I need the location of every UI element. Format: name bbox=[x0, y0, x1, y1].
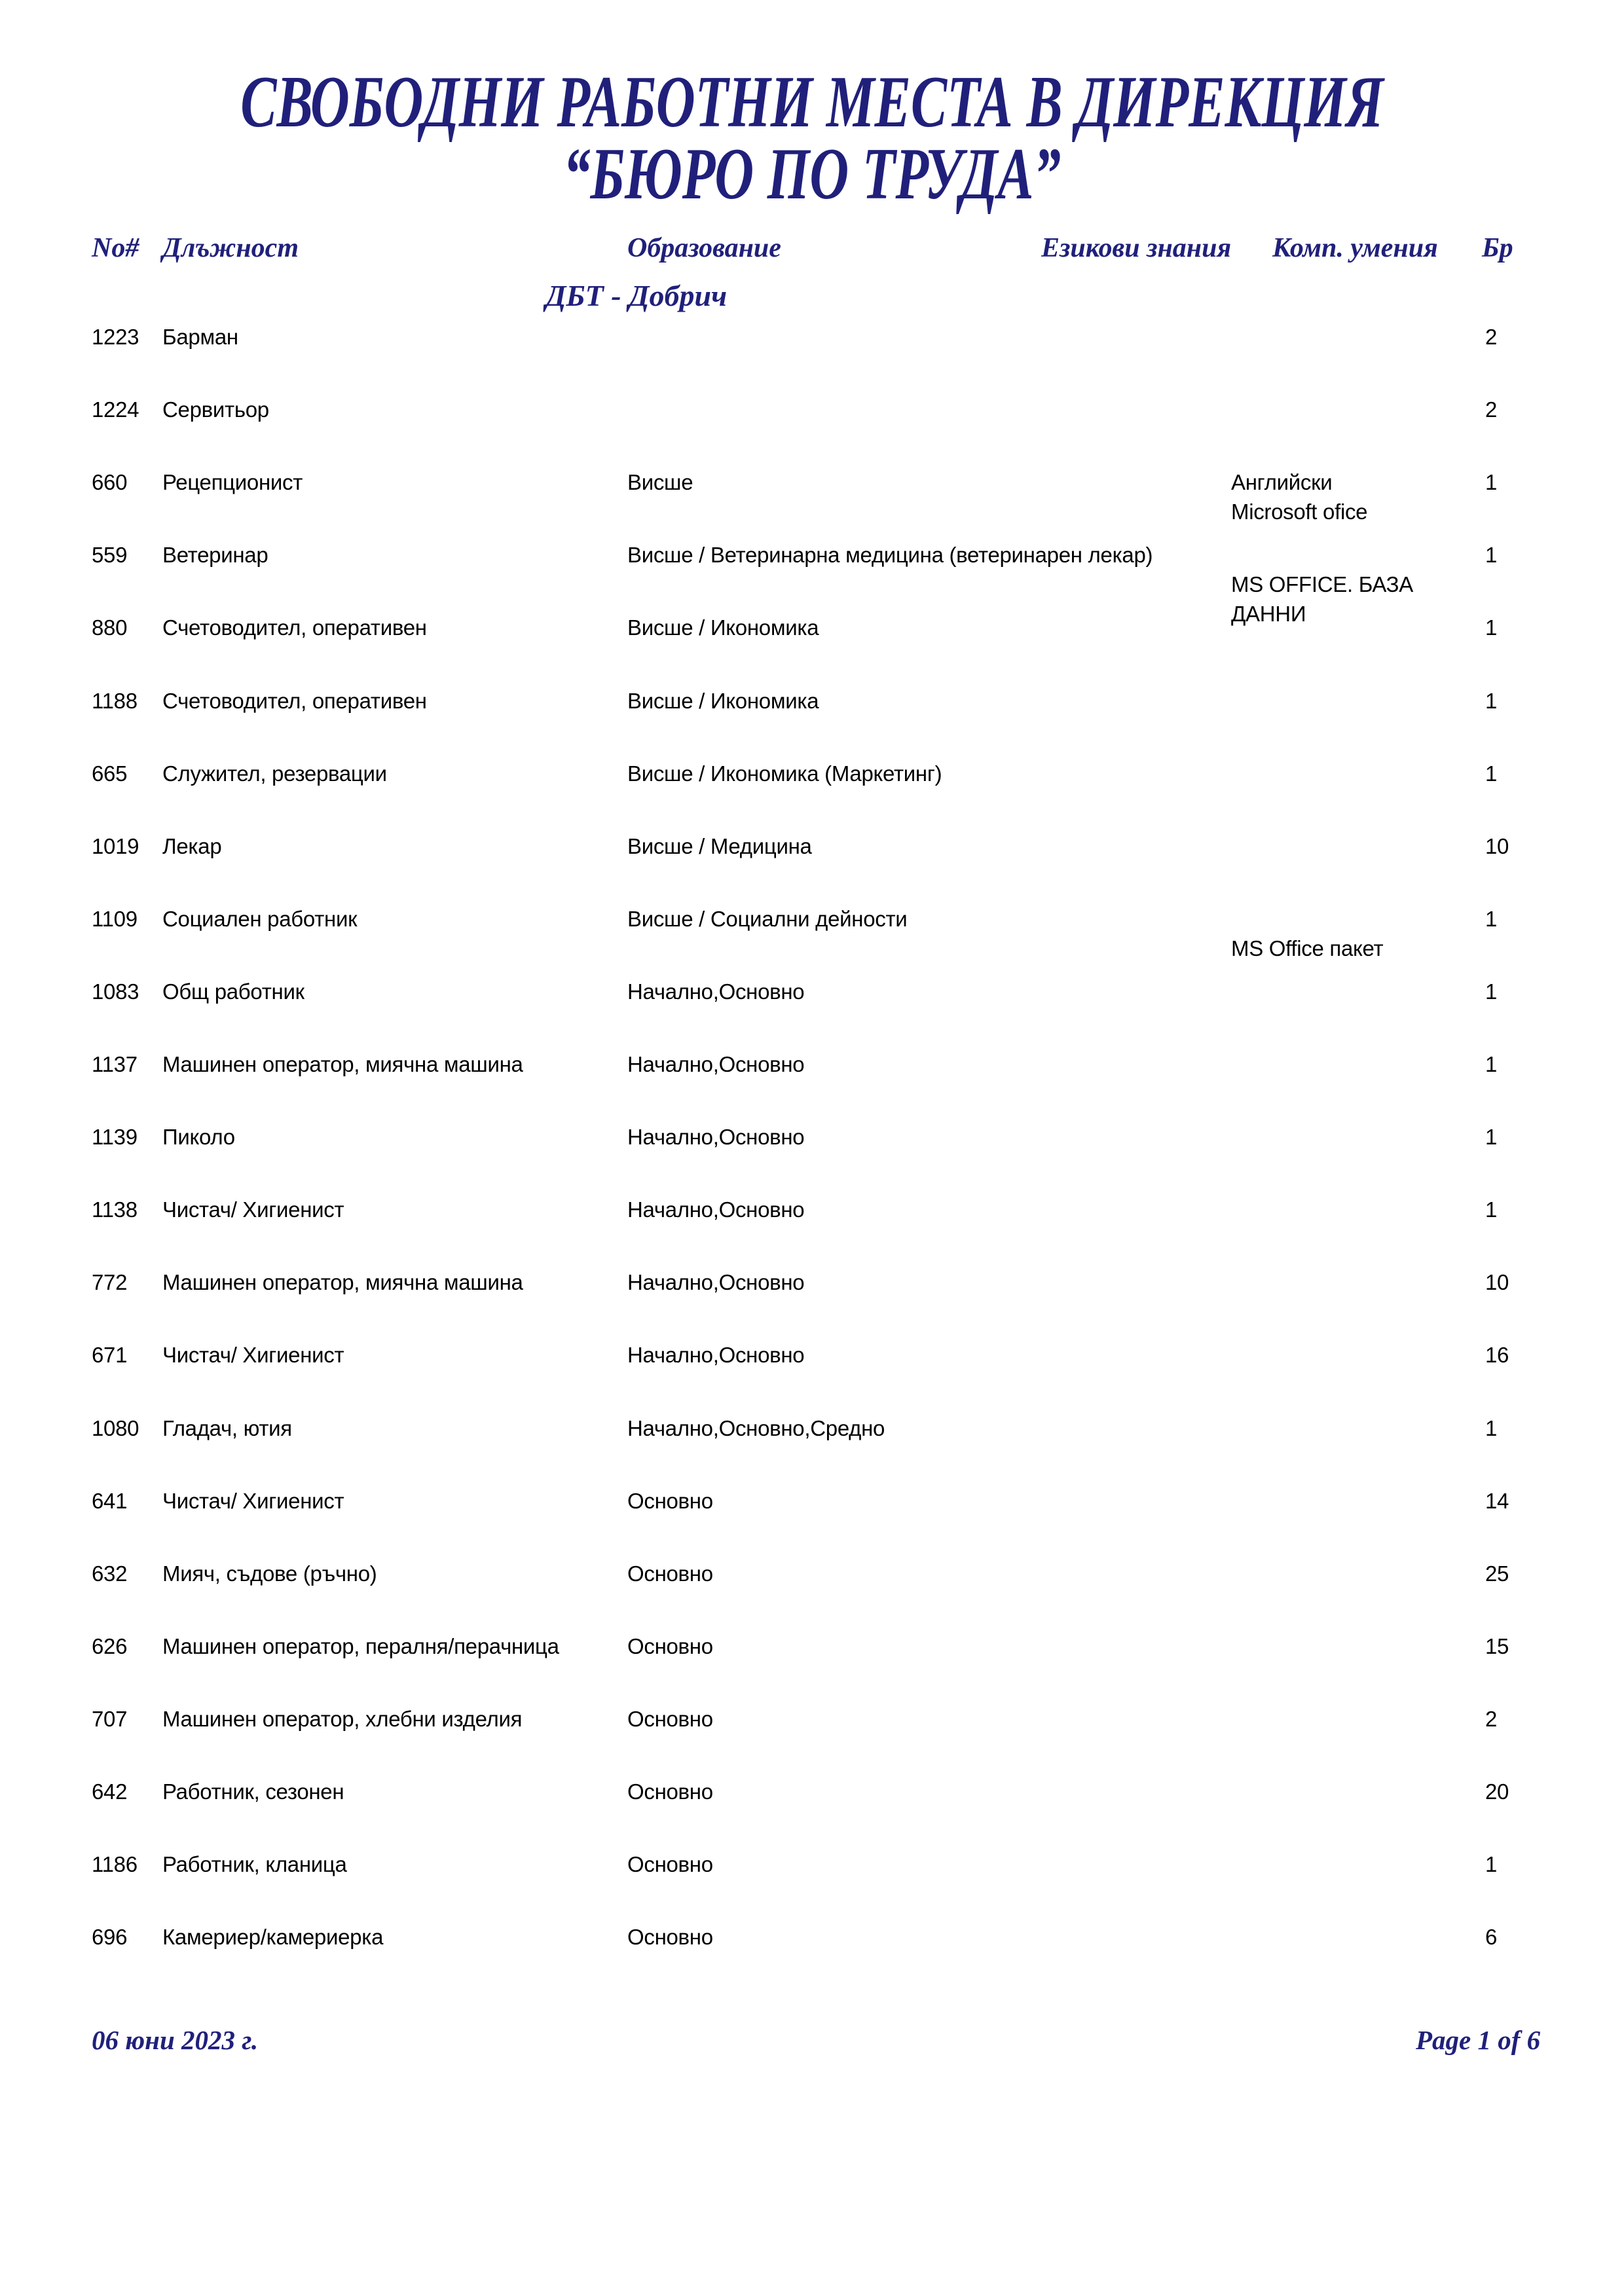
row-number: 1139 bbox=[92, 1125, 138, 1149]
row-count: 1 bbox=[1485, 1197, 1498, 1222]
section-heading: ДБТ - Добрич bbox=[545, 279, 728, 312]
row-education: Висше bbox=[627, 470, 693, 494]
row-education: Основно bbox=[627, 1707, 713, 1731]
table-row bbox=[0, 1267, 1624, 1340]
row-position: Чистач/ Хигиенист bbox=[162, 1343, 344, 1367]
page-title-line2: “БЮРО ПО ТРУДА” bbox=[563, 134, 1061, 215]
row-number: 1188 bbox=[92, 689, 138, 713]
table-row bbox=[0, 1922, 1624, 1995]
table-row bbox=[0, 1486, 1624, 1559]
column-header-education: Образование bbox=[627, 233, 781, 263]
row-count: 1 bbox=[1485, 615, 1498, 640]
row-position: Камериер/камериерка bbox=[162, 1925, 384, 1949]
table-row bbox=[0, 467, 1624, 540]
row-position: Работник, кланица bbox=[162, 1852, 347, 1876]
row-count: 20 bbox=[1485, 1779, 1509, 1804]
row-position: Рецепционист bbox=[162, 470, 303, 494]
page-title-line1: СВОБОДНИ РАБОТНИ МЕСТА В ДИРЕКЦИЯ bbox=[240, 62, 1384, 143]
table-row bbox=[0, 395, 1624, 467]
row-education: Основно bbox=[627, 1852, 713, 1876]
row-count: 1 bbox=[1485, 1852, 1498, 1876]
row-number: 632 bbox=[92, 1561, 128, 1586]
row-position: Счетоводител, оперативен bbox=[162, 615, 427, 640]
row-number: 1083 bbox=[92, 979, 139, 1004]
row-position: Социален работник bbox=[162, 907, 358, 931]
row-number: 1109 bbox=[92, 907, 138, 931]
table-row bbox=[0, 831, 1624, 904]
row-education: Начално,Основно bbox=[627, 1197, 805, 1222]
column-header-count: Бр bbox=[1482, 233, 1513, 263]
column-header-no: No# bbox=[92, 233, 139, 263]
row-count: 14 bbox=[1485, 1489, 1509, 1513]
row-count: 6 bbox=[1485, 1925, 1498, 1949]
row-education: Основно bbox=[627, 1779, 713, 1804]
row-education: Висше / Икономика bbox=[627, 689, 819, 713]
table-row bbox=[0, 759, 1624, 831]
row-count: 1 bbox=[1485, 979, 1498, 1004]
row-education: Начално,Основно bbox=[627, 1270, 805, 1294]
table-row bbox=[0, 1049, 1624, 1122]
row-education: Висше / Ветеринарна медицина (ветеринарен лекар) bbox=[627, 543, 1153, 567]
column-header-computer: Комп. умения bbox=[1272, 233, 1438, 263]
row-count: 1 bbox=[1485, 761, 1498, 786]
row-number: 707 bbox=[92, 1707, 128, 1731]
row-number: 1186 bbox=[92, 1852, 138, 1876]
row-position: Барман bbox=[162, 325, 238, 349]
row-count: 1 bbox=[1485, 1125, 1498, 1149]
row-number: 559 bbox=[92, 543, 128, 567]
row-number: 880 bbox=[92, 615, 128, 640]
row-number: 1138 bbox=[92, 1197, 138, 1222]
column-header-position: Длъжност bbox=[162, 233, 299, 263]
table-row bbox=[0, 977, 1624, 1049]
row-count: 25 bbox=[1485, 1561, 1509, 1586]
row-number: 696 bbox=[92, 1925, 128, 1949]
row-position: Гладач, ютия bbox=[162, 1416, 292, 1440]
row-position: Лекар bbox=[162, 834, 222, 858]
row-education: Начално,Основно bbox=[627, 1052, 805, 1076]
table-row bbox=[0, 1850, 1624, 1922]
table-row bbox=[0, 540, 1624, 626]
table-row bbox=[0, 1195, 1624, 1267]
row-skill-line: MS OFFICE. БАЗА bbox=[1231, 572, 1414, 596]
row-position: Машинен оператор, пералня/перачница bbox=[162, 1634, 559, 1658]
row-education: Основно bbox=[627, 1561, 713, 1586]
table-row bbox=[0, 322, 1624, 395]
row-count: 10 bbox=[1485, 1270, 1509, 1294]
row-position: Счетоводител, оперативен bbox=[162, 689, 427, 713]
row-education: Начално,Основно bbox=[627, 1125, 805, 1149]
row-position: Мияч, съдове (ръчно) bbox=[162, 1561, 377, 1586]
row-position: Служител, резервации bbox=[162, 761, 387, 786]
row-count: 1 bbox=[1485, 1052, 1498, 1076]
row-position: Ветеринар bbox=[162, 543, 268, 567]
table-row bbox=[0, 1340, 1624, 1413]
row-position: Машинен оператор, хлебни изделия bbox=[162, 1707, 523, 1731]
row-number: 665 bbox=[92, 761, 128, 786]
row-number: 772 bbox=[92, 1270, 128, 1294]
row-number: 1019 bbox=[92, 834, 139, 858]
row-education: Основно bbox=[627, 1489, 713, 1513]
row-count: 1 bbox=[1485, 543, 1498, 567]
row-count: 16 bbox=[1485, 1343, 1509, 1367]
row-education: Основно bbox=[627, 1634, 713, 1658]
row-position: Чистач/ Хигиенист bbox=[162, 1197, 344, 1222]
footer-date: 06 юни 2023 г. bbox=[92, 2025, 259, 2055]
row-count: 1 bbox=[1485, 907, 1498, 931]
row-education: Начално,Основно bbox=[627, 979, 805, 1004]
table-row bbox=[0, 1122, 1624, 1195]
row-count: 2 bbox=[1485, 397, 1498, 422]
table-row bbox=[0, 1631, 1624, 1704]
table-row bbox=[0, 1413, 1624, 1486]
table-row bbox=[0, 904, 1624, 977]
row-skill-line: Английски bbox=[1231, 470, 1333, 494]
table-row bbox=[0, 1704, 1624, 1777]
footer-page-number: Page 1 of 6 bbox=[1416, 2025, 1541, 2055]
row-count: 2 bbox=[1485, 325, 1498, 349]
row-number: 1080 bbox=[92, 1416, 139, 1440]
row-position: Машинен оператор, миячна машина bbox=[162, 1052, 523, 1076]
column-header-languages: Езикови знания bbox=[1041, 233, 1232, 263]
row-number: 642 bbox=[92, 1779, 128, 1804]
row-education: Начално,Основно,Средно bbox=[627, 1416, 885, 1440]
row-number: 1137 bbox=[92, 1052, 138, 1076]
row-skill-line: Microsoft ofice bbox=[1231, 500, 1368, 524]
row-education: Основно bbox=[627, 1925, 713, 1949]
row-count: 10 bbox=[1485, 834, 1509, 858]
row-number: 671 bbox=[92, 1343, 128, 1367]
row-education: Висше / Икономика bbox=[627, 615, 819, 640]
row-count: 1 bbox=[1485, 1416, 1498, 1440]
row-count: 15 bbox=[1485, 1634, 1509, 1658]
row-count: 1 bbox=[1485, 689, 1498, 713]
row-education: Висше / Медицина bbox=[627, 834, 812, 858]
row-skill-line: MS Office пакет bbox=[1231, 936, 1384, 960]
table-row bbox=[0, 686, 1624, 759]
row-number: 641 bbox=[92, 1489, 128, 1513]
row-position: Машинен оператор, миячна машина bbox=[162, 1270, 523, 1294]
row-number: 1224 bbox=[92, 397, 139, 422]
row-number: 626 bbox=[92, 1634, 128, 1658]
row-number: 660 bbox=[92, 470, 128, 494]
row-position: Работник, сезонен bbox=[162, 1779, 344, 1804]
row-position: Чистач/ Хигиенист bbox=[162, 1489, 344, 1513]
row-number: 1223 bbox=[92, 325, 139, 349]
table-row bbox=[0, 613, 1624, 685]
row-education: Начално,Основно bbox=[627, 1343, 805, 1367]
row-count: 2 bbox=[1485, 1707, 1498, 1731]
row-position: Сервитьор bbox=[162, 397, 269, 422]
row-count: 1 bbox=[1485, 470, 1498, 494]
row-position: Общ работник bbox=[162, 979, 304, 1004]
row-position: Пиколо bbox=[162, 1125, 235, 1149]
row-education: Висше / Икономика (Маркетинг) bbox=[627, 761, 942, 786]
table-row bbox=[0, 1777, 1624, 1850]
row-skill-line: ДАННИ bbox=[1231, 602, 1306, 626]
table-row bbox=[0, 1559, 1624, 1631]
row-education: Висше / Социални дейности bbox=[627, 907, 908, 931]
